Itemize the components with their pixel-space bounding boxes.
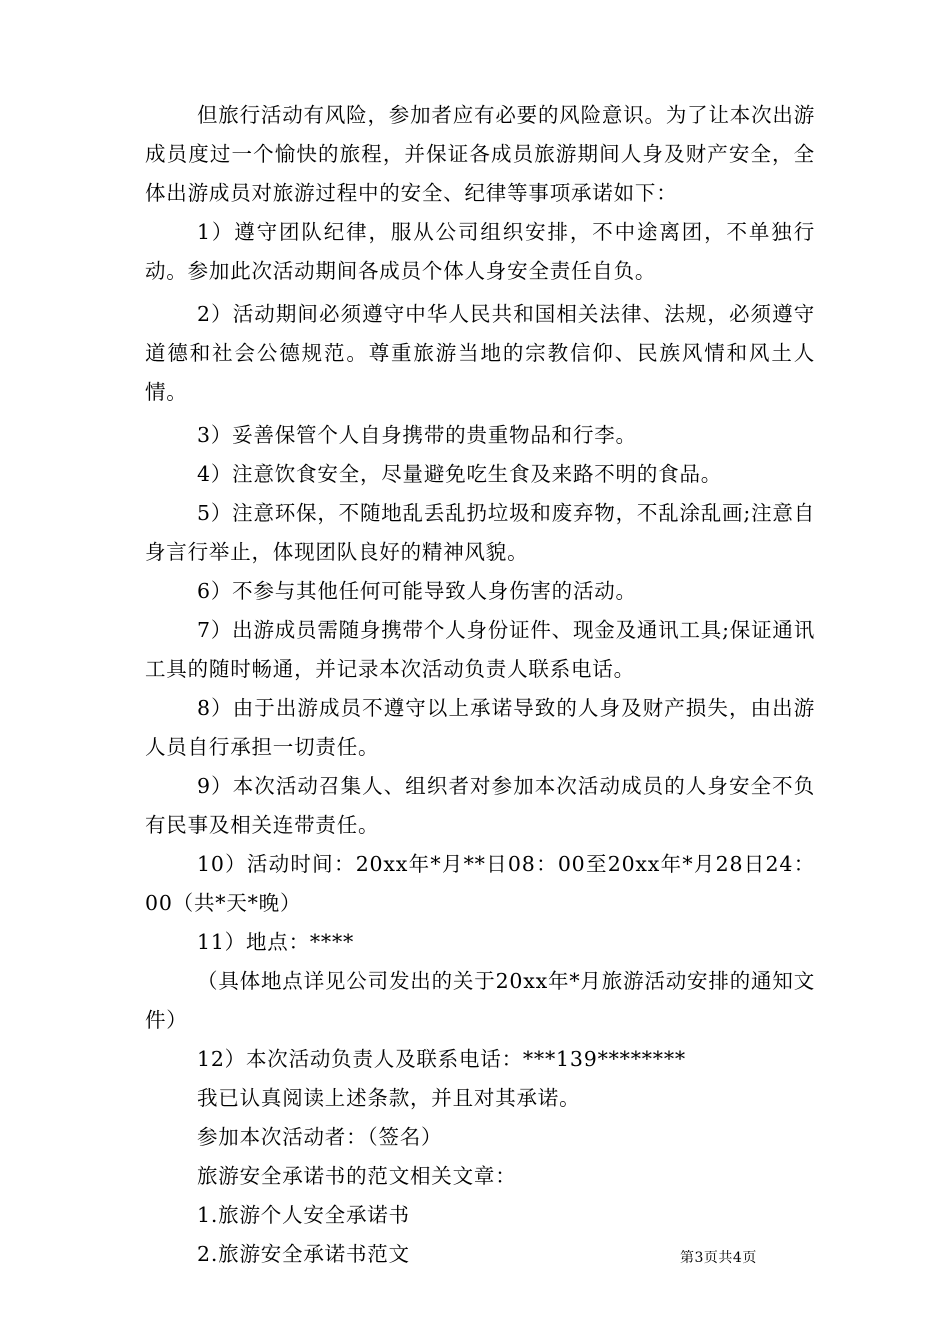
paragraph-item-1: 1）遵守团队纪律，服从公司组织安排，不中途离团，不单独行动。参加此次活动期间各成员个体人身安全责任自负。 [145,220,815,283]
paragraph-item-6: 6）不参与其他任何可能导致人身伤害的活动。 [197,579,637,603]
page-number-footer: 第3页共4页 [680,1250,757,1266]
paragraph-intro: 但旅行活动有风险，参加者应有必要的风险意识。为了让本次出游成员度过一个愉快的旅程，并保证各成员旅游期间人身及财产安全，全体出游成员对旅游过程中的安全、纪律等事项承诺如下： [145,103,815,205]
paragraph-item-9: 9）本次活动召集人、组织者对参加本次活动成员的人身安全不负有民事及相关连带责任。 [145,774,815,837]
paragraph-item-8: 8）由于出游成员不遵守以上承诺导致的人身及财产损失，由出游人员自行承担一切责任。 [145,696,815,759]
paragraph-item-12: 12）本次活动负责人及联系电话：***139******** [197,1047,686,1071]
paragraph-item-3: 3）妥善保管个人自身携带的贵重物品和行李。 [197,423,637,447]
paragraph-confirmation: 我已认真阅读上述条款，并且对其承诺。 [197,1086,581,1110]
paragraph-location-note: （具体地点详见公司发出的关于20xx年*月旅游活动安排的通知文件） [145,969,815,1032]
paragraph-item-4: 4）注意饮食安全，尽量避免吃生食及来路不明的食品。 [197,462,723,486]
related-article-2: 2.旅游安全承诺书范文 [197,1242,410,1266]
paragraph-item-10: 10）活动时间：20xx年*月**日08：00至20xx年*月28日24：00（共*天*晚） [145,852,815,915]
paragraph-item-2: 2）活动期间必须遵守中华人民共和国相关法律、法规，必须遵守道德和社会公德规范。尊重旅游当地的宗教信仰、民族风情和风土人情。 [145,302,815,404]
paragraph-signature: 参加本次活动者：（签名） [197,1125,443,1149]
related-articles-heading: 旅游安全承诺书的范文相关文章： [197,1164,517,1188]
paragraph-item-5: 5）注意环保，不随地乱丢乱扔垃圾和废弃物，不乱涂乱画;注意自身言行举止，体现团队良好的精神风貌。 [145,501,815,564]
document-body [145,96,815,1274]
paragraph-item-11: 11）地点：**** [197,930,355,954]
paragraph-item-7: 7）出游成员需随身携带个人身份证件、现金及通讯工具;保证通讯工具的随时畅通，并记录本次活动负责人联系电话。 [145,618,815,681]
related-article-1: 1.旅游个人安全承诺书 [197,1203,410,1227]
